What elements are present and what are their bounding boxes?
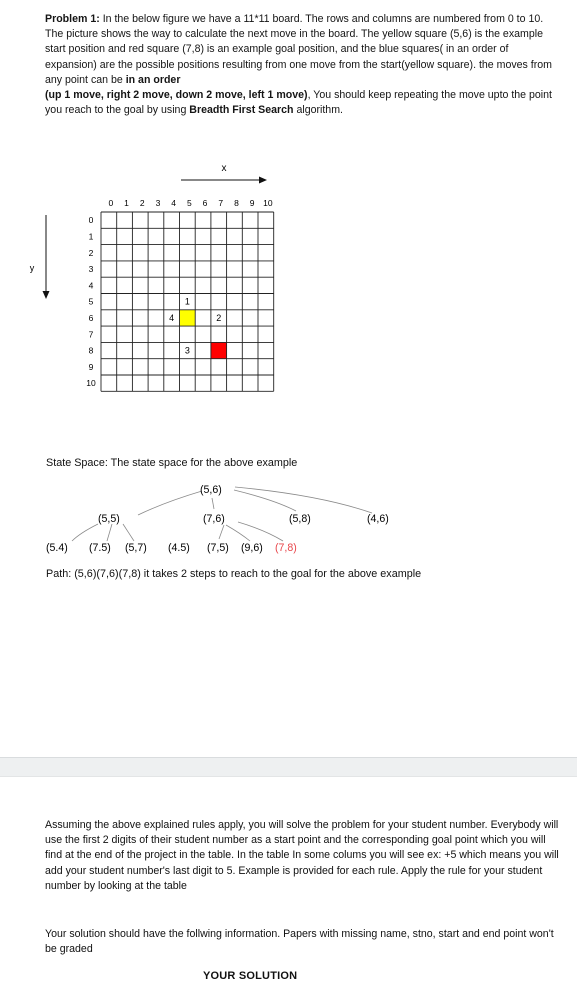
column-label: 0 xyxy=(108,198,114,208)
edge-55-54 xyxy=(72,524,98,541)
column-label: 8 xyxy=(234,198,239,208)
tree-level2-node: (7,5) xyxy=(207,542,229,554)
page-separator xyxy=(0,757,577,777)
bfs-text: Breadth First Search xyxy=(189,104,294,117)
row-label: 1 xyxy=(88,231,94,242)
row-label: 2 xyxy=(88,247,94,258)
column-labels xyxy=(108,198,272,208)
start-square xyxy=(180,310,196,326)
tree-level2-node: (5.4) xyxy=(46,542,68,554)
y-axis-label: y xyxy=(29,263,35,273)
edge-76-75 xyxy=(219,525,224,539)
solution-requirements: Your solution should have the follwing information. Papers with missing name, stno, start and end point won't be graded xyxy=(45,928,554,956)
edge-55-57 xyxy=(123,524,134,541)
tree-level1-node: (5,5) xyxy=(98,513,120,525)
row-label: 10 xyxy=(86,378,96,389)
row-label: 6 xyxy=(88,312,94,323)
state-space-tree xyxy=(0,478,577,560)
y-axis-arrowhead xyxy=(43,291,50,299)
tree-level2-node: (9,6) xyxy=(241,542,263,554)
move-number: 1 xyxy=(184,296,190,307)
edge-root-46 xyxy=(235,487,372,513)
assignment-instructions: Assuming the above explained rules apply, you will solve the problem for your student number. Everybody will use the first 2 digits of their student number as a start point and the corresponding goal point which you will find at the end of the project in the table. In the table In some colums you will see ex: +5 which means you will add your student number's last digit to 5. Example is provided for each rule. Apply the rule for your student number by looking at the table xyxy=(45,819,559,892)
column-label: 3 xyxy=(155,198,161,208)
edge-root-55 xyxy=(138,491,202,515)
tree-level1-node: (7,6) xyxy=(203,513,225,525)
edge-root-76 xyxy=(212,498,214,509)
column-label: 5 xyxy=(186,198,192,208)
path-summary: Path: (5,6)(7,6)(7,8) it takes 2 steps to reach to the goal for the above example xyxy=(46,568,422,580)
x-axis-label: x xyxy=(221,163,227,174)
problem-description xyxy=(45,12,555,118)
tree-level2-node: (4.5) xyxy=(168,542,190,554)
move-order-text: (up 1 move, right 2 move, down 2 move, left 1 move) xyxy=(45,89,308,102)
column-label: 4 xyxy=(171,198,177,208)
edge-76-78 xyxy=(238,522,283,541)
board-cells xyxy=(169,297,226,359)
row-label: 7 xyxy=(88,329,94,340)
problem-tail-end: algorithm. xyxy=(293,104,343,117)
edge-76-96 xyxy=(226,525,250,541)
column-label: 9 xyxy=(249,198,255,208)
problem-label: Problem 1: xyxy=(45,13,100,25)
row-labels xyxy=(86,215,96,388)
tree-nodes xyxy=(46,484,389,554)
problem-tail-text: , You should keep repeating the move upto the point you reach to the goal by using xyxy=(45,89,552,117)
row-label: 8 xyxy=(88,345,94,356)
column-label: 10 xyxy=(263,198,273,208)
move-number: 2 xyxy=(216,312,222,323)
move-number: 3 xyxy=(184,345,190,356)
move-number: 4 xyxy=(169,312,175,323)
column-label: 6 xyxy=(202,198,208,208)
board-figure xyxy=(0,160,577,410)
row-label: 9 xyxy=(88,361,94,372)
row-label: 0 xyxy=(88,215,94,226)
problem-intro-text: In the below figure we have a 11*11 board. The rows and columns are numbered from 0 to 10. The picture shows the way to calculate the next move in the board. The yellow square (5,6) is the example start position and red square (7,8) is an example goal position, and the blue squares( in an order of expansion) are the possible positions resulting from one move from the start(yellow square). the moves from any point can be xyxy=(45,13,552,86)
edge-55-75 xyxy=(107,524,112,541)
row-label: 5 xyxy=(88,296,94,307)
goal-square xyxy=(211,342,227,358)
in-order-text: in an order xyxy=(125,73,181,86)
state-space-title: State Space: The state space for the above example xyxy=(46,457,298,469)
row-label: 4 xyxy=(88,280,94,291)
your-solution-heading: YOUR SOLUTION xyxy=(203,970,298,982)
tree-goal-node: (7,8) xyxy=(275,542,297,554)
tree-level2-node: (5,7) xyxy=(125,542,147,554)
tree-level1-node: (5,8) xyxy=(289,513,311,525)
column-label: 7 xyxy=(218,198,224,208)
column-label: 1 xyxy=(124,198,129,208)
tree-root-node: (5,6) xyxy=(200,484,222,496)
row-label: 3 xyxy=(88,264,94,275)
x-axis-arrowhead xyxy=(259,177,267,184)
column-label: 2 xyxy=(139,198,145,208)
tree-level1-node: (4,6) xyxy=(367,513,389,525)
tree-level2-node: (7.5) xyxy=(89,542,111,554)
